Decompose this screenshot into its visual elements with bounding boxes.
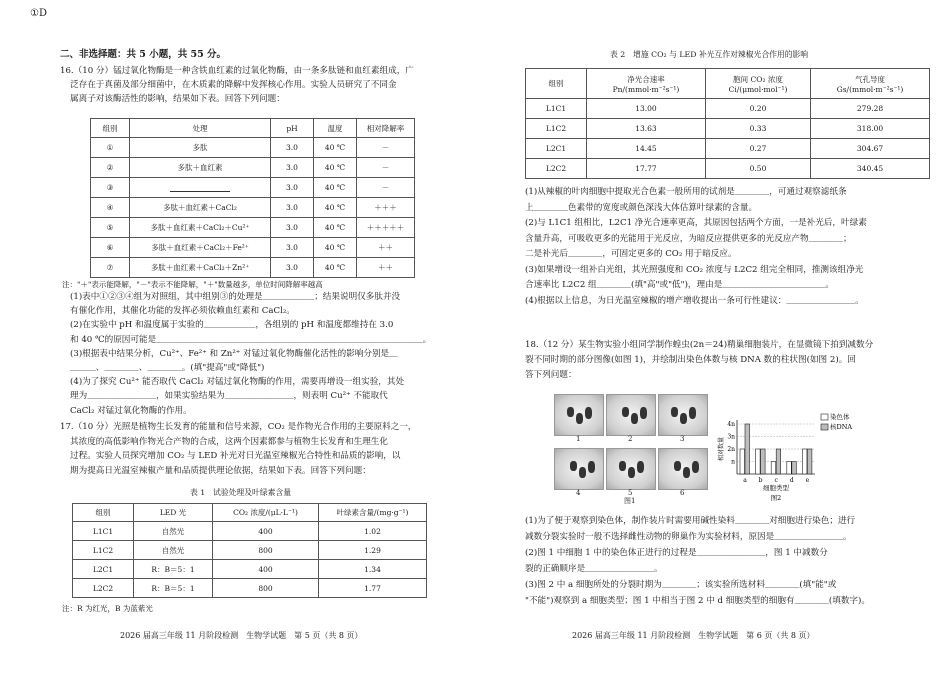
bar-核DNA-d bbox=[792, 462, 797, 475]
table-cell: 304.67 bbox=[811, 139, 930, 159]
x-tick-label: b bbox=[758, 477, 763, 484]
th: LED 光 bbox=[134, 504, 213, 522]
q16-line: 16.（10 分）锰过氧化物酶是一种含铁血红素的过氧化物酶，由一条多肽链和血红素组成，广 bbox=[60, 66, 414, 76]
table2-title: 表 2 增施 CO₂ 与 LED 补光互作对辣椒光合作用的影响 bbox=[610, 50, 809, 59]
table-cell: 318.00 bbox=[811, 119, 930, 139]
table-cell: 3.0 bbox=[271, 218, 314, 238]
figure-1 bbox=[554, 394, 708, 504]
table-cell: 0.33 bbox=[705, 119, 810, 139]
text-line: (2)图 1 中细胞 1 中的染色体正进行的过程是＿＿＿＿＿＿＿＿，图 1 中减数分 bbox=[525, 548, 828, 558]
table-cell: ＋＋ bbox=[357, 258, 415, 278]
q16-note: 注："＋"表示能降解，"－"表示不能降解，"＋"数量越多，单位时间降解率越高 bbox=[62, 280, 323, 289]
table-cell: 1.29 bbox=[319, 541, 427, 560]
table-row bbox=[91, 258, 415, 278]
bar-染色体-a bbox=[740, 449, 745, 474]
micrograph-cell-4 bbox=[554, 448, 604, 490]
table-row bbox=[91, 198, 415, 218]
micrograph-label: 4 bbox=[576, 489, 581, 497]
text-line: 裂不同时期的部分图像(如图 1)，并绘制出染色体数与核 DNA 数的柱状图(如图 2)。回 bbox=[525, 354, 856, 365]
table-cell: 40 ℃ bbox=[314, 158, 357, 178]
table-cell: L1C1 bbox=[526, 99, 587, 119]
legend-swatch bbox=[821, 424, 828, 430]
text-line: (3)根据表中结果分析，Cu²⁺、Fe²⁺ 和 Zn²⁺ 对锰过氧化物酶催化活性的影响分别是＿ bbox=[70, 348, 398, 359]
th bbox=[526, 69, 587, 99]
th: pH bbox=[271, 119, 314, 138]
micrograph-label: 3 bbox=[680, 435, 685, 443]
table-cell: L2C2 bbox=[526, 159, 587, 179]
table-cell: 279.28 bbox=[811, 99, 930, 119]
text-line: (2)与 L1C1 组相比，L2C1 净光合速率更高，其原因包括两个方面，一是补光后，叶绿素 bbox=[525, 218, 867, 228]
text-line: (3)如果增设一组补白光组，其光照强度和 CO₂ 浓度与 L2C2 组完全相同，推测该组净光 bbox=[525, 264, 864, 275]
micrograph-label: 5 bbox=[628, 489, 633, 497]
table2 bbox=[525, 68, 930, 179]
chromosome-blob bbox=[579, 467, 586, 478]
table-row bbox=[526, 99, 930, 119]
table-cell: ＋＋ bbox=[357, 238, 415, 258]
table-cell: 0.50 bbox=[705, 159, 810, 179]
micrograph-cell-3 bbox=[658, 394, 708, 436]
table-cell: ⑤ bbox=[91, 218, 130, 238]
table-cell: 多肽＋血红素＋CaCl₂＋Fe²⁺ bbox=[130, 238, 271, 258]
th: 叶绿素含量/(mg·g⁻¹) bbox=[319, 504, 427, 522]
table-cell: 多肽＋血红素＋CaCl₂ bbox=[130, 198, 271, 218]
table-row bbox=[91, 178, 415, 198]
bar-染色体-c bbox=[771, 462, 776, 475]
legend-swatch bbox=[821, 414, 828, 420]
table1-title: 表 1 试验处理及叶绿素含量 bbox=[190, 488, 292, 497]
x-axis-label: 细胞类型 bbox=[763, 484, 789, 492]
chromosome-blob bbox=[671, 407, 678, 417]
text-line: 上＿＿＿＿色素带的宽度或颜色深浅大体估算叶绿素的含量。 bbox=[525, 202, 758, 213]
chart-title: 图2 bbox=[770, 494, 782, 502]
table-cell: 多肽＋血红素＋CaCl₂＋Zn²⁺ bbox=[130, 258, 271, 278]
table-cell: 多肽 bbox=[130, 138, 271, 158]
q16-line: 属离子对该酶活性的影响，结果如下表。回答下列问题： bbox=[70, 94, 285, 104]
table-cell: ＋＋＋＋＋ bbox=[357, 218, 415, 238]
text-line: 答下列问题： bbox=[525, 369, 577, 380]
table-cell bbox=[130, 178, 271, 198]
table-cell: 3.0 bbox=[271, 158, 314, 178]
text-line: CaCl₂ 对锰过氧化物酶的作用。 bbox=[70, 405, 192, 416]
table-cell: 40 ℃ bbox=[314, 218, 357, 238]
table-cell: 800 bbox=[213, 579, 319, 598]
text-line: "不能")观察到 a 细胞类型；图 1 中相当于图 2 中 d 细胞类型的细胞有＿＿＿＿(填数字)。 bbox=[525, 596, 870, 606]
table-cell: 17.77 bbox=[587, 159, 706, 179]
chromosome-blob bbox=[674, 461, 681, 471]
x-tick-label: c bbox=[774, 477, 778, 484]
table-cell: 400 bbox=[213, 560, 319, 579]
table-cell: 自然光 bbox=[134, 522, 213, 541]
chromosome-blob bbox=[680, 413, 687, 424]
legend-label: 染色体 bbox=[830, 413, 850, 421]
table-cell: ② bbox=[91, 158, 130, 178]
table-cell: 40 ℃ bbox=[314, 258, 357, 278]
table-cell: 3.0 bbox=[271, 178, 314, 198]
chromosome-blob bbox=[622, 407, 629, 417]
chromosome-blob bbox=[619, 461, 626, 471]
micrograph-label: 2 bbox=[628, 435, 633, 443]
th: 温度 bbox=[314, 119, 357, 138]
chromosome-blob bbox=[692, 461, 699, 473]
table-cell: 13.00 bbox=[587, 99, 706, 119]
table-cell: 13.63 bbox=[587, 119, 706, 139]
micrograph-cell-2 bbox=[606, 394, 656, 436]
table-cell: 3.0 bbox=[271, 198, 314, 218]
bar-染色体-e bbox=[802, 449, 807, 474]
text-line: 和 40 ℃的原因可能是＿＿＿＿＿＿＿＿＿＿＿＿＿＿＿＿＿＿＿＿＿＿＿＿＿＿＿＿＿＿＿。 bbox=[70, 334, 432, 345]
x-tick-label: d bbox=[789, 477, 794, 484]
table-cell: ＋＋＋ bbox=[357, 198, 415, 218]
text-line: (3)图 2 中 a 细胞所处的分裂时期为＿＿＿＿；该实验所选材料＿＿＿＿(填"能"或 bbox=[525, 580, 837, 590]
th bbox=[705, 69, 810, 99]
chromosome-blob bbox=[570, 461, 577, 471]
th-line1: 气孔导度 bbox=[855, 74, 886, 84]
text-line: 含量升高，可吸收更多的光能用于光反应，为暗反应提供更多的光反应产物＿＿＿＿； bbox=[525, 233, 852, 244]
text-line: 其浓度的高低影响作物光合产物的合成，这两个因素都参与植物生长发育和生理生化 bbox=[70, 436, 388, 447]
table-cell: 0.20 bbox=[705, 99, 810, 119]
th: 处理 bbox=[130, 119, 271, 138]
right-page bbox=[480, 0, 950, 673]
fig1-caption: 图1 bbox=[624, 497, 636, 505]
table-cell: L2C2 bbox=[73, 579, 134, 598]
table-cell: 1.34 bbox=[319, 560, 427, 579]
x-tick-label: a bbox=[743, 477, 747, 484]
table-cell: L1C1 bbox=[73, 522, 134, 541]
table-cell: 800 bbox=[213, 541, 319, 560]
chromosome-blob bbox=[567, 407, 574, 417]
chromosome-blob bbox=[631, 413, 638, 424]
text-line: 期为提高日光温室辣椒产量和品质提供理论依据，结果如下表。回答下列问题： bbox=[70, 465, 371, 476]
table-cell: ① bbox=[91, 138, 130, 158]
bar-染色体-b bbox=[756, 449, 761, 474]
table-cell: L1C2 bbox=[526, 119, 587, 139]
text-line: 二是补光后＿＿＿＿，可固定更多的 CO₂ 用于暗反应。 bbox=[525, 249, 737, 259]
th bbox=[587, 69, 706, 99]
th-line1: 组别 bbox=[548, 79, 564, 88]
blank-line[interactable] bbox=[170, 181, 230, 192]
table-cell: － bbox=[357, 178, 415, 198]
table-row bbox=[526, 139, 930, 159]
text-line: 17.（10 分）光照是植物生长发育的能量和信号来源，CO₂ 是作物光合作用的主要原料之一， bbox=[60, 422, 417, 432]
table-row bbox=[73, 579, 427, 598]
text-line: 有催化作用，其催化功能的发挥必须依赖血红素和 CaCl₂。 bbox=[70, 306, 295, 317]
th-line2: Gs/(mmol·m⁻²s⁻¹) bbox=[836, 84, 904, 94]
q16-table bbox=[90, 118, 415, 278]
table-cell: ⑥ bbox=[91, 238, 130, 258]
bar-核DNA-b bbox=[761, 449, 766, 474]
text-line: (4)为了探究 Cu²⁺ 能否取代 CaCl₂ 对锰过氧化物酶的作用，需要再增设一组实验，其处 bbox=[70, 377, 405, 388]
th: 组别 bbox=[91, 119, 130, 138]
table-row bbox=[73, 541, 427, 560]
table-cell: 多肽＋血红素＋CaCl₂＋Cu²⁺ bbox=[130, 218, 271, 238]
th: CO₂ 浓度/(μL·L⁻¹) bbox=[213, 504, 319, 522]
th-line2: Pn/(mmol·m⁻²s⁻¹) bbox=[612, 84, 680, 94]
micrograph-cell-6 bbox=[658, 448, 708, 490]
table-cell: 340.45 bbox=[811, 159, 930, 179]
table-cell: 3.0 bbox=[271, 138, 314, 158]
text-line: (1)表中①②③④组为对照组，其中组别③的处理是＿＿＿＿＿＿；结果说明仅多肽并没 bbox=[70, 292, 401, 302]
text-line: (2)在实验中 pH 和温度属于实验的＿＿＿＿＿＿，各组别的 pH 和温度都维持在 3.0 bbox=[70, 320, 394, 331]
th-line1: 净光合速率 bbox=[627, 74, 665, 84]
y-axis-label: 相对数量 bbox=[718, 436, 725, 462]
footer-right: 2026 届高三年级 11 月阶段检测 生物学试题 第 6 页（共 8 页） bbox=[572, 631, 815, 640]
chromosome-blob bbox=[689, 407, 696, 419]
table-row bbox=[91, 138, 415, 158]
text-line: 18.（12 分）某生物实验小组同学制作蝗虫(2n＝24)精巢细胞装片，在显微镜下拍到减数分 bbox=[525, 340, 874, 350]
table1-note: 注：R 为红光，B 为蓝紫光 bbox=[62, 604, 153, 613]
table-cell: 3.0 bbox=[271, 258, 314, 278]
bar-核DNA-a bbox=[745, 424, 750, 474]
text-line: 减数分裂实验时一般不选择雌性动物的卵巢作为实验材料，原因是＿＿＿＿＿＿＿＿。 bbox=[525, 532, 852, 542]
chromosome-blob bbox=[576, 413, 583, 424]
y-tick-label: 2n bbox=[727, 446, 735, 453]
bar-核DNA-c bbox=[776, 449, 781, 474]
y-tick-label: 4n bbox=[727, 421, 735, 428]
text-line: 理为＿＿＿＿＿＿＿＿，如果实验结果为＿＿＿＿＿＿＿＿，则表明 Cu²⁺ 不能取代 bbox=[70, 391, 388, 402]
th-line1: 胞间 CO₂ 浓度 bbox=[733, 74, 783, 84]
legend-label: 核DNA bbox=[830, 423, 853, 431]
table-cell: 40 ℃ bbox=[314, 138, 357, 158]
micrograph-label: 1 bbox=[576, 435, 581, 443]
chromosome-blob bbox=[588, 461, 595, 473]
chromosome-blob bbox=[683, 467, 690, 478]
chromosome-blob bbox=[628, 467, 635, 478]
table-cell: － bbox=[357, 158, 415, 178]
text-line: ＿＿＿、＿＿＿＿、＿＿＿＿。(填"提高"或"降低") bbox=[70, 363, 265, 373]
th-line2: Ci/(μmol·mol⁻¹) bbox=[728, 84, 788, 94]
th: 组别 bbox=[73, 504, 134, 522]
table-cell: 1.77 bbox=[319, 579, 427, 598]
table-cell: 自然光 bbox=[134, 541, 213, 560]
text-line: 过程。实验人员探究增加 CO₂ 与 LED 补光对日光温室辣椒光合特性和品质的影响，以 bbox=[70, 451, 401, 461]
footer-left: 2026 届高三年级 11 月阶段检测 生物学试题 第 5 页（共 8 页） bbox=[120, 631, 363, 640]
chromosome-blob bbox=[637, 461, 644, 473]
table-row bbox=[91, 218, 415, 238]
table-row bbox=[91, 158, 415, 178]
table-row bbox=[526, 119, 930, 139]
bar-核DNA-e bbox=[807, 449, 812, 474]
table-row bbox=[526, 159, 930, 179]
x-tick-label: e bbox=[805, 477, 810, 484]
micrograph-cell-1 bbox=[554, 394, 604, 436]
table-cell: ③ bbox=[91, 178, 130, 198]
table-cell: L2C1 bbox=[526, 139, 587, 159]
table-cell: ④ bbox=[91, 198, 130, 218]
table-cell: ⑦ bbox=[91, 258, 130, 278]
table-cell: R：B＝5：1 bbox=[134, 579, 213, 598]
y-tick-label: n bbox=[731, 458, 735, 466]
figure-2-chart bbox=[715, 410, 875, 505]
table1 bbox=[72, 503, 427, 598]
table-cell: 40 ℃ bbox=[314, 238, 357, 258]
text-line: (1)为了便于观察到染色体，制作装片时需要用碱性染料＿＿＿＿对细胞进行染色；进行 bbox=[525, 516, 856, 526]
table-row bbox=[91, 238, 415, 258]
table-cell: L1C2 bbox=[73, 541, 134, 560]
bar-染色体-d bbox=[787, 462, 792, 475]
table-cell: L2C1 bbox=[73, 560, 134, 579]
table-row bbox=[73, 560, 427, 579]
table-cell: 多肽＋血红素 bbox=[130, 158, 271, 178]
text-line: (1)从辣椒的叶肉细胞中提取光合色素一般所用的试剂是＿＿＿＿，可通过观察滤纸条 bbox=[525, 187, 847, 197]
page-mark: ①D bbox=[30, 8, 47, 19]
table-cell: 0.27 bbox=[705, 139, 810, 159]
table-cell: － bbox=[357, 138, 415, 158]
table-cell: 1.02 bbox=[319, 522, 427, 541]
chromosome-blob bbox=[585, 407, 592, 419]
table-cell: 3.0 bbox=[271, 238, 314, 258]
section-title: 二、非选择题：共 5 小题，共 55 分。 bbox=[60, 49, 227, 60]
th: 相对降解率 bbox=[357, 119, 415, 138]
micrograph-cell-5 bbox=[606, 448, 656, 490]
text-line: (4)根据以上信息，为日光温室辣椒的增产增收提出一条可行性建议：＿＿＿＿＿＿＿＿。 bbox=[525, 295, 864, 306]
text-line: 合速率比 L2C2 组＿＿＿＿(填"高"或"低")，理由是＿＿＿＿＿＿＿＿＿＿＿＿。 bbox=[525, 280, 835, 290]
table-row bbox=[73, 522, 427, 541]
table-cell: R：B＝5：1 bbox=[134, 560, 213, 579]
q16-line: 泛存在于真菌及部分细菌中，在木质素的降解中发挥核心作用。实验人员研究了不同金 bbox=[70, 80, 397, 90]
table-cell: 400 bbox=[213, 522, 319, 541]
th bbox=[811, 69, 930, 99]
y-tick-label: 3n bbox=[727, 433, 735, 441]
text-line: 裂的正确顺序是＿＿＿＿＿＿＿＿。 bbox=[525, 564, 663, 574]
table-cell: 40 ℃ bbox=[314, 198, 357, 218]
micrograph-label: 6 bbox=[680, 489, 685, 497]
table-cell: 14.45 bbox=[587, 139, 706, 159]
chromosome-blob bbox=[640, 407, 647, 419]
table-cell: 40 ℃ bbox=[314, 178, 357, 198]
